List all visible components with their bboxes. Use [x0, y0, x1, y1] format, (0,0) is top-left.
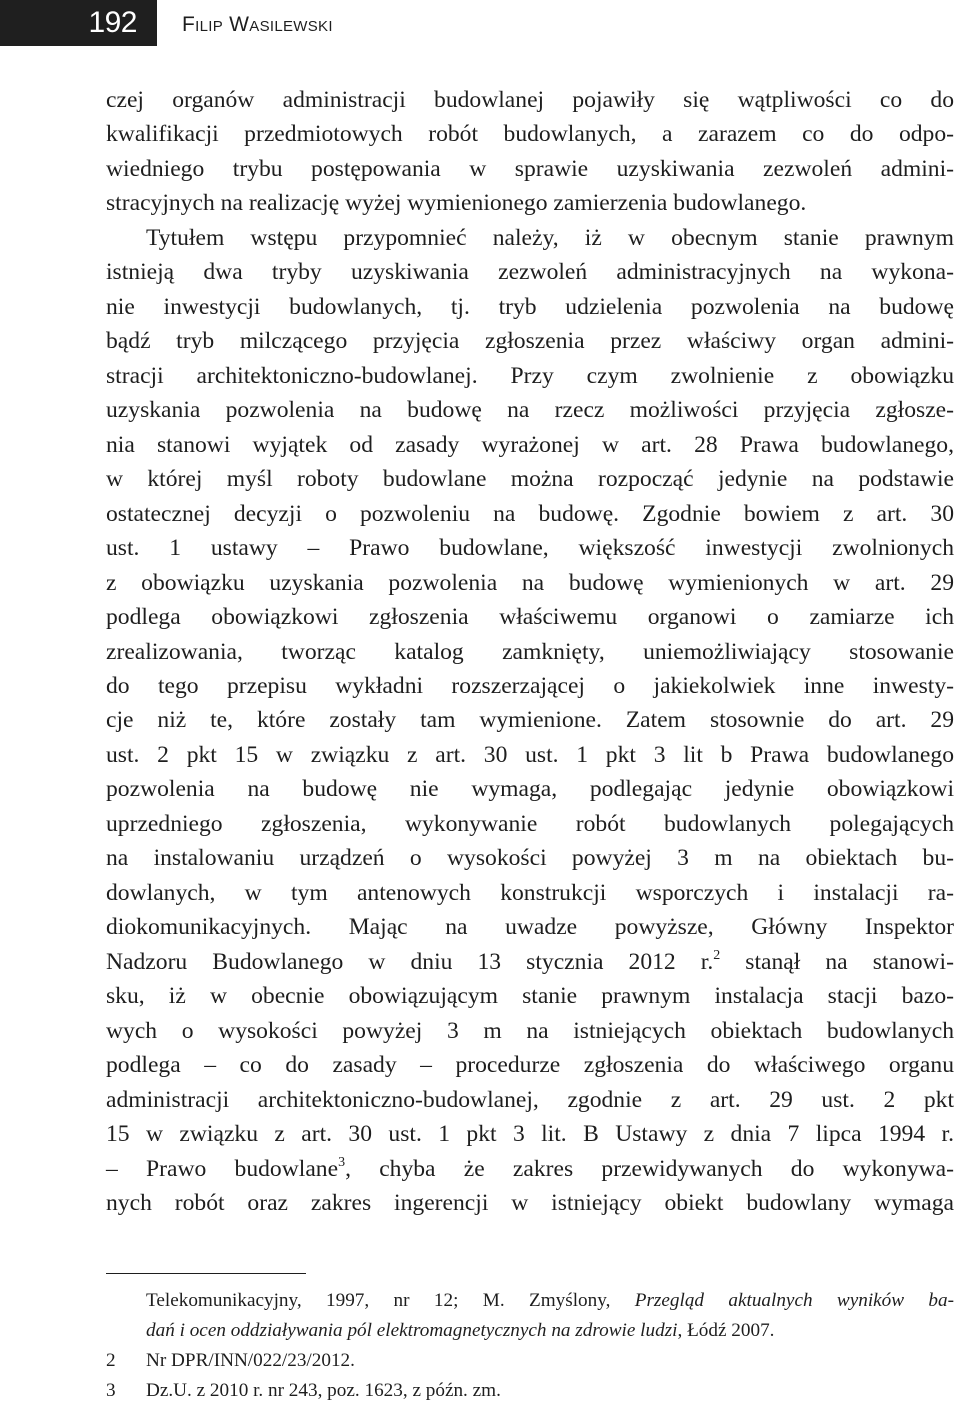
body-line: nie inwestycji budowlanych, tj. tryb udzielenia pozwolenia na budowę: [106, 293, 954, 320]
body-line-head: Nadzoru Budowlanego w dniu 13 stycznia 2012 r.: [106, 948, 714, 975]
footnote-text: Dz.U. z 2010 r. nr 243, poz. 1623, z późn. zm.: [146, 1380, 501, 1401]
body-line: sku, iż w obecnie obowiązującym stanie prawnym instalacja stacji bazo-: [106, 983, 954, 1010]
footnote-continued-line-2: [106, 1316, 954, 1346]
footnote-title: Przegląd aktualnych wyników ba-: [634, 1290, 955, 1311]
footnote-text: Nr DPR/INN/022/23/2012.: [146, 1350, 355, 1371]
body-line-tail: stanął na stanowi-: [720, 948, 954, 975]
body-line: cje niż te, które zostały tam wymienione. Zatem stosownie do art. 29: [106, 707, 954, 734]
body-line: wiedniego trybu postępowania w sprawie uzyskiwania zezwoleń admini-: [106, 155, 954, 182]
body-line: do tego przepisu wykładni rozszerzającej o jakiekolwiek inne inwesty-: [106, 672, 954, 699]
body-line: ust. 1 ustawy – Prawo budowlane, większość inwestycji zwolnionych: [106, 535, 954, 562]
body-line: diokomunikacyjnych. Mając na uwadze powyższe, Główny Inspektor: [106, 914, 954, 941]
body-line: w której myśl roboty budowlane można rozpocząć jedynie na podstawie: [106, 466, 954, 493]
body-line-tail: , chyba że zakres przewidywanych do wykonywa-: [345, 1155, 954, 1182]
footnote-continued-line-1: [106, 1286, 954, 1316]
page-number: 192: [0, 0, 157, 46]
body-line-with-footnote-2: [106, 945, 954, 979]
body-line: nych robót oraz zakres ingerencji w istniejący obiekt budowlany wymaga: [106, 1190, 954, 1216]
footnote-number: 2: [106, 1350, 116, 1371]
footnote-number: 3: [106, 1380, 116, 1401]
body-line: wych o wysokości powyżej 3 m na istniejących obiektach budowlanych: [106, 1017, 954, 1044]
running-header: [0, 0, 960, 46]
body-line: istnieją dwa tryby uzyskiwania zezwoleń administracyjnych na wykona-: [106, 259, 954, 286]
body-line: uprzedniego zgłoszenia, wykonywanie robót budowlanych polegających: [106, 810, 954, 837]
body-line: 15 w związku z art. 30 ust. 1 pkt 3 lit. B Ustawy z dnia 7 lipca 1994 r.: [106, 1121, 954, 1148]
running-head-author: Filip Wasilewski: [182, 13, 333, 36]
body-line: podlega obowiązkowi zgłoszenia właściwemu organowi o zamiarze ich: [106, 604, 954, 631]
body-line: nia stanowi wyjątek od zasady wyrażonej w art. 28 Prawa budowlanego,: [106, 431, 954, 458]
body-line: pozwolenia na budowę nie wymaga, podlegając jedynie obowiązkowi: [106, 776, 954, 803]
body-line: podlega – co do zasady – procedurze zgłoszenia do właściwego organu: [106, 1052, 954, 1079]
footnote-title: dań i ocen oddziaływania pól elektromagnetycznych na zdrowie ludzi: [146, 1320, 678, 1341]
footnote-separator: [106, 1273, 306, 1274]
body-text: [106, 83, 954, 1220]
body-line: zrealizowania, tworząc katalog zamknięty, uniemożliwiający stosowanie: [106, 638, 954, 665]
footnote-ref-3: 3: [338, 1154, 346, 1170]
footnote-continued-2: [106, 1316, 954, 1346]
body-line: kwalifikacji przedmiotowych robót budowlanych, a zarazem co do odpo-: [106, 121, 954, 148]
footnote-continued: [106, 1286, 954, 1316]
body-line: z obowiązku uzyskania pozwolenia na budowę wymienionych w art. 29: [106, 569, 954, 596]
body-line: stracyjnych na realizację wyżej wymienionego zamierzenia budowlanego.: [106, 190, 807, 217]
footnote-text: , Łódź 2007.: [677, 1320, 775, 1341]
body-line: ust. 2 pkt 15 w związku z art. 30 ust. 1 pkt 3 lit b Prawa budowlanego: [106, 741, 954, 768]
body-line: stracji architektoniczno-budowlanej. Przy czym zwolnienie z obowiązku: [106, 362, 954, 389]
body-line-with-footnote-3: [106, 1152, 954, 1186]
body-line: dowlanych, w tym antenowych konstrukcji wsporczych i instalacji ra-: [106, 879, 954, 906]
body-line: czej organów administracji budowlanej pojawiły się wątpliwości co do: [106, 87, 954, 113]
body-line: administracji architektoniczno-budowlanej, zgodnie z art. 29 ust. 2 pkt: [106, 1086, 954, 1113]
footnote-ref-2: 2: [713, 947, 721, 963]
body-line: bądź tryb milczącego przyjęcia zgłoszenia przez właściwy organ admini-: [106, 328, 954, 355]
body-line: uzyskania pozwolenia na budowę na rzecz możliwości przyjęcia zgłosze-: [106, 397, 954, 424]
body-line-head: – Prawo budowlane: [106, 1155, 339, 1182]
footnote-text: Telekomunikacyjny, 1997, nr 12; M. Zmyślony,: [146, 1290, 635, 1311]
body-line: Tytułem wstępu przypomnieć należy, iż w obecnym stanie prawnym: [146, 224, 954, 251]
body-line: na instalowaniu urządzeń o wysokości powyżej 3 m na obiektach bu-: [106, 845, 954, 872]
body-line: ostatecznej decyzji o pozwoleniu na budowę. Zgodnie bowiem z art. 30: [106, 500, 954, 527]
